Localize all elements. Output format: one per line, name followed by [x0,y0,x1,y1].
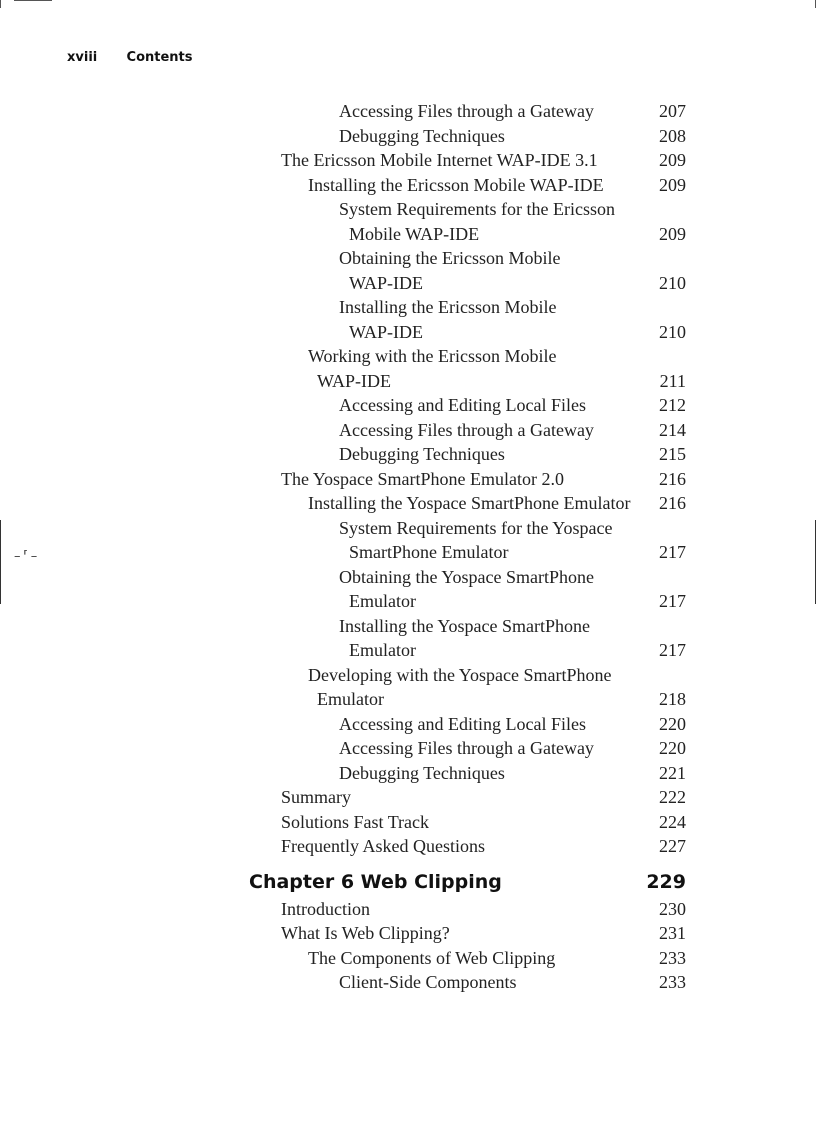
toc-entry-title [339,970,517,995]
toc-entry-title-line: Installing the Ericsson Mobile WAP-IDE [308,174,604,195]
toc-entry-title-line: Accessing Files through a Gateway [339,419,594,440]
toc-entry [0,565,816,614]
toc-entry-title [281,897,370,922]
toc-entry-title-line: Emulator [317,689,384,709]
toc-entry [0,197,816,246]
toc-entry [0,393,816,418]
toc-entry-title-line: Frequently Asked Questions [281,836,485,856]
toc-entry-title [339,246,560,295]
toc-entry-page-number: 217 [659,640,686,660]
toc-entry-page-number: 220 [659,713,686,734]
toc-entry-title-line: Installing the Ericsson Mobile [339,297,557,317]
toc-entry [0,970,816,995]
toc-entry-page-number: 229 [646,870,686,893]
toc-entry-title-line: Working with the Ericsson Mobile [308,346,557,366]
header-section-title: Contents [126,50,193,65]
toc-entry-page-number: 208 [659,125,686,146]
toc-entry-title [281,921,450,946]
toc-entry-title-line: SmartPhone Emulator [349,542,509,562]
toc-entry-title-line: Accessing Files through a Gateway [339,101,594,121]
toc-entry [0,810,816,835]
toc-entry-page-number: 210 [659,272,686,293]
toc-entry-page-number: 212 [659,395,686,415]
toc-entry-page-number: 221 [659,762,686,783]
toc-entry-page-number: 217 [659,542,686,562]
toc-entry-title-line: Debugging Techniques [339,444,505,464]
toc-entry-title [339,99,594,124]
toc-entry-title-line: WAP-IDE [349,272,423,293]
toc-entry-page-number: 220 [659,738,686,758]
toc-entry [0,736,816,761]
toc-entry-title-line: Solutions Fast Track [281,811,430,832]
toc-entry-page-number: 222 [659,787,686,807]
toc-entry-title-line: Obtaining the Yospace SmartPhone [339,566,594,587]
toc-entry-title [339,761,505,786]
toc-entry-page-number: 231 [659,923,686,943]
toc-entry-title-line: System Requirements for the Yospace [339,517,613,538]
toc-entry-title [281,810,429,835]
toc-entry-title-line: The Ericsson Mobile Internet WAP-IDE 3.1 [281,150,598,170]
toc-entry [0,516,816,565]
toc-entry [0,614,816,663]
toc-entry-title [339,393,586,418]
toc-entry-title [249,869,502,895]
toc-entry-title-line: Accessing Files through a Gateway [339,738,594,758]
toc-entry-title-line: Installing the Yospace SmartPhone Emulator [308,493,631,513]
toc-entry-title-line: Mobile WAP-IDE [349,223,480,244]
toc-entry-title-line: What Is Web Clipping? [281,923,450,943]
toc-entry-title [339,442,505,467]
toc-entry-title [281,785,351,810]
toc-entry-title-line: Obtaining the Ericsson Mobile [339,248,561,268]
running-header [67,50,193,65]
toc-entry [0,246,816,295]
toc-entry-title [339,516,612,565]
toc-entry [0,295,816,344]
toc-entry-title [281,467,564,492]
crop-line-top [14,0,52,1]
toc-entry-page-number: 233 [659,972,686,992]
chapter-heading [0,859,816,897]
toc-entry-title-line: Chapter 6 Web Clipping [249,870,502,893]
toc-entry-page-number: 211 [659,370,686,391]
toc-entry-title-line: The Components of Web Clipping [308,947,556,968]
toc-entry-page-number: 209 [659,174,686,195]
toc-entry [0,344,816,393]
toc-entry [0,663,816,712]
toc-entry-title [339,736,594,761]
toc-entry [0,712,816,737]
toc-entry-title [339,565,594,614]
toc-entry-title [339,614,590,663]
toc-entry-page-number: 214 [659,419,686,440]
toc-entry [0,467,816,492]
toc-entry-title-line: WAP-IDE [317,370,391,391]
toc-entry-title-line: Introduction [281,898,370,919]
registration-mark-icon: – ⸢ – [14,549,38,564]
toc-entry-title-line: Emulator [349,640,416,660]
toc-entry-title [339,124,505,149]
toc-entry [0,418,816,443]
toc-entry [0,99,816,124]
toc-entry [0,148,816,173]
toc-entry-title [281,834,485,859]
toc-entry [0,921,816,946]
toc-entry-page-number: 207 [659,101,686,121]
toc-entry-title [308,663,611,712]
toc-entry-page-number: 233 [659,947,686,968]
toc-entry-title-line: Debugging Techniques [339,762,505,783]
toc-entry-title-line: Accessing and Editing Local Files [339,395,586,415]
toc-entry-title [308,344,557,393]
toc-entry-title [339,418,594,443]
toc-entry [0,761,816,786]
toc-entry-title-line: Client-Side Components [339,972,517,992]
toc-entry-page-number: 217 [659,591,686,611]
toc-entry-title-line: Accessing and Editing Local Files [339,713,586,734]
toc-entry-title-line: WAP-IDE [349,321,423,342]
toc-entry-title [339,712,586,737]
toc-entry [0,442,816,467]
toc-entry-title-line: Debugging Techniques [339,125,505,146]
toc-entry-title [339,197,615,246]
toc-entry [0,785,816,810]
toc-entry-page-number: 215 [659,444,686,464]
table-of-contents [0,99,816,995]
crop-tick-top-left [0,0,1,8]
toc-entry-page-number: 209 [659,223,686,244]
toc-entry-title-line: The Yospace SmartPhone Emulator 2.0 [281,468,564,489]
toc-entry-page-number: 230 [659,898,686,919]
toc-entry-page-number: 216 [659,493,686,513]
toc-entry-title [308,491,630,516]
toc-entry-title-line: Summary [281,787,351,807]
toc-entry [0,897,816,922]
toc-entry-page-number: 227 [659,836,686,856]
toc-entry-title-line: Developing with the Yospace SmartPhone [308,664,612,685]
toc-entry-title [308,173,604,198]
toc-entry [0,834,816,859]
toc-entry-title-line: Emulator [349,591,416,611]
toc-entry-page-number: 224 [659,811,686,832]
toc-entry-title [281,148,598,173]
header-page-number: xviii [67,50,98,65]
toc-entry-title-line: System Requirements for the Ericsson [339,199,615,219]
toc-entry-page-number: 210 [659,321,686,342]
toc-entry-title [339,295,556,344]
toc-entry-title [308,946,555,971]
toc-entry [0,173,816,198]
toc-entry [0,491,816,516]
toc-entry-page-number: 218 [659,689,686,709]
toc-entry-title-line: Installing the Yospace SmartPhone [339,615,590,636]
toc-entry [0,124,816,149]
toc-entry-page-number: 216 [659,468,686,489]
toc-entry [0,946,816,971]
toc-entry-page-number: 209 [659,150,686,170]
